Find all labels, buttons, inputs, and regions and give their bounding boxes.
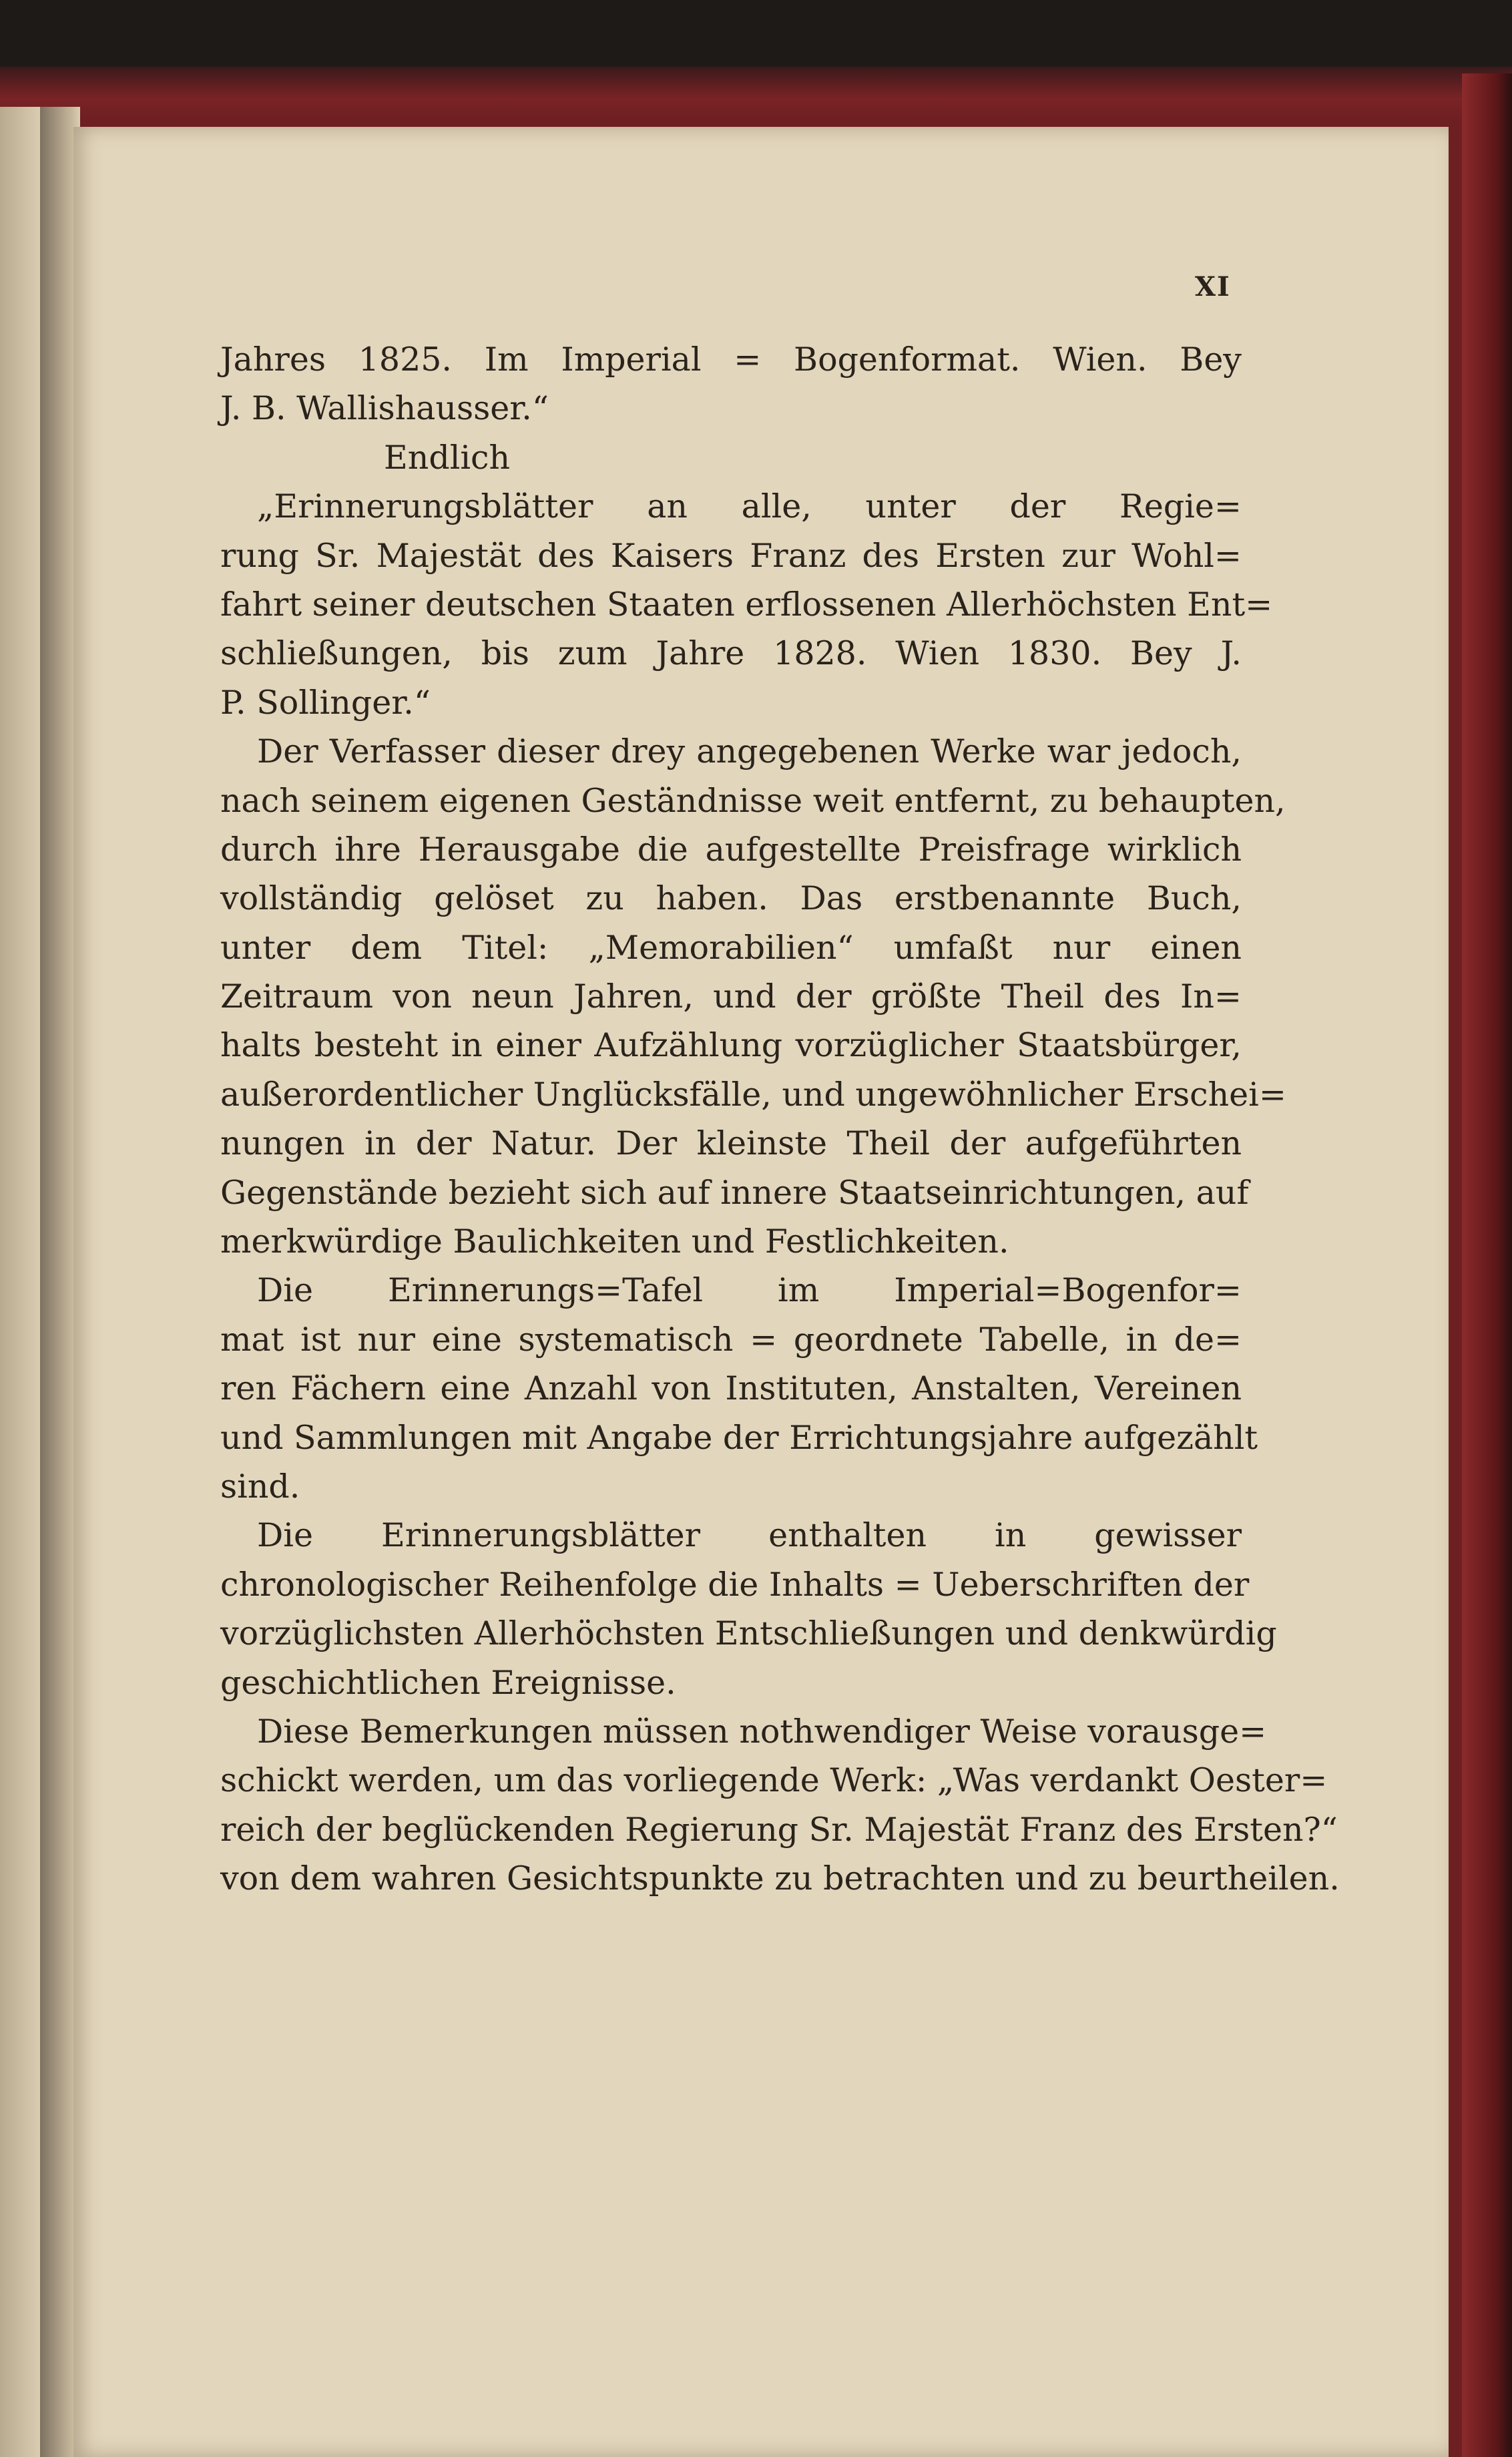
text-line: geschichtlichen Ereignisse. bbox=[220, 1663, 676, 1702]
text-line: und Sammlungen mit Angabe der Errichtungsjahre aufgezählt bbox=[220, 1418, 1258, 1457]
text-line: von dem wahren Gesichtspunkte zu betrachten und zu beurtheilen. bbox=[220, 1859, 1340, 1898]
text-line: schickt werden, um das vorliegende Werk: „Was verdankt Oester= bbox=[220, 1761, 1328, 1800]
text-line: sind. bbox=[220, 1467, 300, 1506]
book-cover-right-edge bbox=[1462, 73, 1512, 2457]
text-line: Zeitraum von neun Jahren, und der größte Theil des In= bbox=[220, 977, 1242, 1016]
text-line: nach seinem eigenen Geständnisse weit entfernt, zu behaupten, bbox=[220, 781, 1286, 820]
facing-page-edge bbox=[0, 107, 40, 2457]
text-line: J. B. Wallishausser.“ bbox=[220, 389, 549, 428]
text-line: rung Sr. Majestät des Kaisers Franz des Ersten zur Wohl= bbox=[220, 536, 1242, 575]
text-line: vorzüglichsten Allerhöchsten Entschließungen und denkwürdig bbox=[220, 1614, 1277, 1653]
text-line: „Erinnerungsblätter an alle, unter der Regie= bbox=[257, 487, 1242, 526]
text-line: außerordentlicher Unglücksfälle, und ungewöhnlicher Erschei= bbox=[220, 1075, 1286, 1114]
text-line: durch ihre Herausgabe die aufgestellte Preisfrage wirklich bbox=[220, 830, 1242, 869]
text-line: chronologischer Reihenfolge die Inhalts = Ueberschriften der bbox=[220, 1565, 1250, 1604]
text-line: merkwürdige Baulichkeiten und Festlichkeiten. bbox=[220, 1222, 1009, 1261]
text-line: nungen in der Natur. Der kleinste Theil der aufgeführten bbox=[220, 1124, 1242, 1163]
text-line: Gegenstände bezieht sich auf innere Staatseinrichtungen, auf bbox=[220, 1173, 1249, 1212]
text-line: mat ist nur eine systematisch = geordnete Tabelle, in de= bbox=[220, 1320, 1242, 1359]
text-line: Jahres 1825. Im Imperial = Bogenformat. Wien. Bey bbox=[220, 341, 1242, 379]
text-line: halts besteht in einer Aufzählung vorzüglicher Staatsbürger, bbox=[220, 1026, 1242, 1065]
page-number: XI bbox=[1195, 271, 1231, 302]
book-cover-top-edge bbox=[0, 67, 1512, 120]
text-line: Diese Bemerkungen müssen nothwendiger Weise vorausge= bbox=[257, 1712, 1267, 1751]
text-line: fahrt seiner deutschen Staaten erflossenen Allerhöchsten Ent= bbox=[220, 585, 1273, 624]
text-line: Die Erinnerungsblätter enthalten in gewisser bbox=[257, 1516, 1242, 1555]
text-line: Die Erinnerungs=Tafel im Imperial=Bogenfor= bbox=[257, 1271, 1242, 1310]
page-body-text bbox=[220, 335, 1340, 1904]
text-line: Der Verfasser dieser drey angegebenen Werke war jedoch, bbox=[257, 732, 1242, 771]
text-line: Endlich bbox=[384, 438, 511, 477]
text-line: schließungen, bis zum Jahre 1828. Wien 1830. Bey J. bbox=[220, 634, 1242, 673]
text-line: reich der beglückenden Regierung Sr. Majestät Franz des Ersten?“ bbox=[220, 1810, 1338, 1849]
text-line: P. Sollinger.“ bbox=[220, 683, 431, 722]
text-line: vollständig gelöset zu haben. Das erstbenannte Buch, bbox=[220, 879, 1242, 918]
text-line: ren Fächern eine Anzahl von Instituten, Anstalten, Vereinen bbox=[220, 1369, 1242, 1408]
text-line: unter dem Titel: „Memorabilien“ umfaßt nur einen bbox=[220, 928, 1242, 967]
